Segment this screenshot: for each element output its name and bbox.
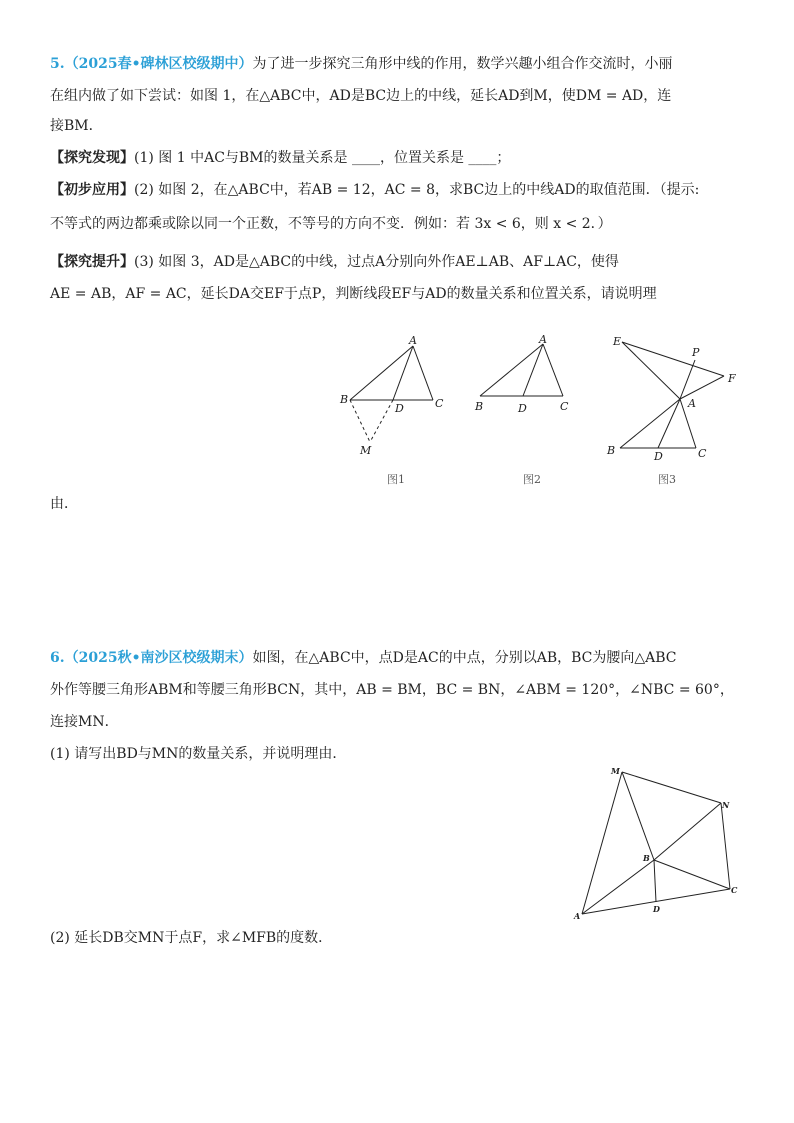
fig3-label-a: A xyxy=(688,397,696,410)
q5-part2-text: (2) 如图 2，在△ABC中，若AB = 12，AC = 8，求BC边上的中线AD的取值范围．（提示: xyxy=(134,182,700,198)
q6-segment-ma xyxy=(582,772,622,914)
fig2-label-d: D xyxy=(518,402,527,415)
fig1-label-a: A xyxy=(409,334,417,347)
figure-1 xyxy=(335,330,460,490)
fig1-label-m: M xyxy=(360,444,372,457)
q6-line-1 xyxy=(50,648,677,668)
q6-segment-mb xyxy=(622,772,654,860)
q6-label-a: A xyxy=(574,911,581,921)
fig2-label-c: C xyxy=(560,400,569,413)
fig3-label-c: C xyxy=(698,447,707,460)
figure-2 xyxy=(465,330,585,490)
fig3-label-e: E xyxy=(613,335,622,348)
q5-part1-text: (1) 图 1 中AC与BM的数量关系是 ____，位置关系是 ____； xyxy=(134,150,511,166)
fig2-segment-ab xyxy=(480,344,543,396)
q5-part1-tag: 【探究发现】 xyxy=(50,150,134,166)
q5-line-1 xyxy=(50,54,673,74)
figure-3 xyxy=(600,330,750,490)
q6-label-m: M xyxy=(611,766,620,776)
fig3-label-f: F xyxy=(728,372,736,385)
q5-line-3: 接BM． xyxy=(50,118,103,134)
fig3-caption: 图3 xyxy=(658,473,676,486)
q5-part3-tag: 【探究提升】 xyxy=(50,254,134,270)
q5-part3 xyxy=(50,252,619,272)
fig1-segment-ab xyxy=(350,346,413,400)
q6-sub2: (2) 延长DB交MN于点F，求∠MFB的度数． xyxy=(50,930,333,946)
q6-sub1: (1) 请写出BD与MN的数量关系，并说明理由． xyxy=(50,746,347,762)
q6-segment-bd xyxy=(654,860,656,902)
q6-label-d: D xyxy=(653,904,660,914)
fig3-segment-ad xyxy=(658,399,680,448)
q6-segment-mn xyxy=(622,772,721,803)
fig2-segment-ac xyxy=(543,344,563,396)
fig3-segment-ea xyxy=(622,342,680,399)
q6-segment-bc xyxy=(654,860,730,889)
q6-segment-nc xyxy=(721,803,730,889)
q5-line-2: 在组内做了如下尝试：如图 1，在△ABC中，AD是BC边上的中线，延长AD到M，使DM = AD，连 xyxy=(50,88,672,104)
fig3-segment-ef xyxy=(622,342,724,376)
q6-label-b: B xyxy=(643,853,650,863)
figure-q6 xyxy=(570,762,750,922)
q5-part3-line2: AE = AB，AF = AC，延长DA交EF于点P，判断线段EF与AD的数量关系和位置关系，请说明理 xyxy=(50,286,657,302)
q5-line1-text: 为了进一步探究三角形中线的作用，数学兴趣小组合作交流时，小丽 xyxy=(252,56,673,72)
fig1-label-b: B xyxy=(340,393,349,406)
fig2-caption: 图2 xyxy=(523,473,541,486)
fig3-segment-fa xyxy=(680,376,724,399)
q6-label-c: C xyxy=(731,885,738,895)
q6-line-2: 外作等腰三角形ABM和等腰三角形BCN，其中，AB = BM，BC = BN，∠ABM = 120°，∠NBC = 60°， xyxy=(50,682,734,698)
q6-segment-nb xyxy=(654,803,721,860)
q6-line1-text: 如图，在△ABC中，点D是AC的中点，分别以AB，BC为腰向△ABC xyxy=(252,650,677,666)
fig2-label-a: A xyxy=(539,333,547,346)
q6-label-n: N xyxy=(722,800,730,810)
q5-part2 xyxy=(50,180,699,200)
q5-part3-text: (3) 如图 3，AD是△ABC的中线，过点A分别向外作AE⊥AB、AF⊥AC，使得 xyxy=(134,254,619,270)
fig3-label-p: P xyxy=(692,346,700,359)
fig3-segment-ab xyxy=(620,399,680,448)
fig1-segment-ac xyxy=(413,346,433,400)
fig2-label-b: B xyxy=(475,400,484,413)
q6-line-3: 连接MN． xyxy=(50,714,119,730)
q5-part2-line2: 不等式的两边都乘或除以同一个正数，不等号的方向不变．例如：若 3x < 6，则 x < 2．） xyxy=(50,216,612,232)
fig3-segment-ap xyxy=(680,360,695,399)
q5-part3-line3: 由． xyxy=(50,496,78,512)
q6-segment-ba xyxy=(582,860,654,914)
fig1-label-c: C xyxy=(435,397,444,410)
fig1-label-d: D xyxy=(395,402,404,415)
fig3-label-d: D xyxy=(654,450,663,463)
fig1-caption: 图1 xyxy=(387,473,405,486)
fig1-segment-dm xyxy=(370,400,393,442)
q5-part2-tag: 【初步应用】 xyxy=(50,182,134,198)
q6-heading: 6.（2025秋•南沙区校级期末） xyxy=(50,650,253,666)
fig1-segment-bm xyxy=(350,400,370,442)
q5-heading: 5.（2025春•碑林区校级期中） xyxy=(50,56,253,72)
fig3-label-b: B xyxy=(607,444,616,457)
q5-part1 xyxy=(50,148,510,168)
